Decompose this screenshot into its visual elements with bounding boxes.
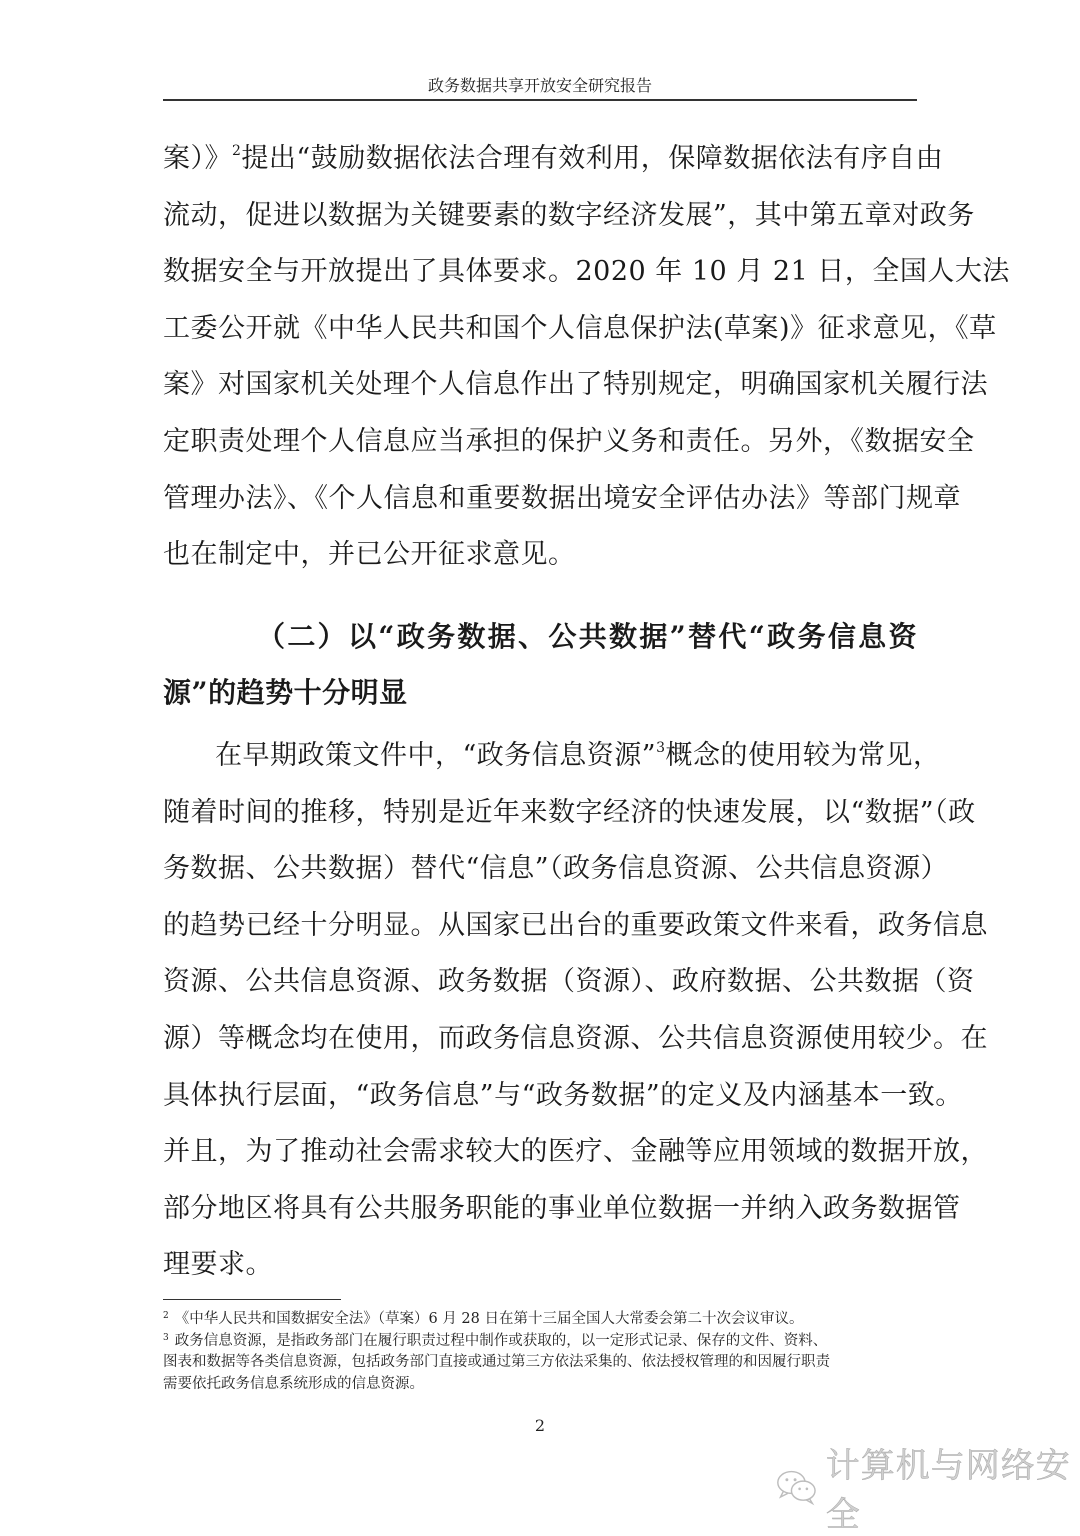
footnote-text: 需要依托政务信息系统形成的信息资源。 (163, 1375, 424, 1392)
paragraph-line: 资源、公共信息资源、政务数据（资源）、政府数据、公共数据（资 (163, 966, 975, 998)
running-header (163, 72, 917, 102)
paragraph-line: 源）等概念均在使用，而政务信息资源、公共信息资源使用较少。在 (163, 1022, 988, 1054)
paragraph-line: 具体执行层面，“政务信息”与“政务数据”的定义及内涵基本一致。 (163, 1079, 963, 1111)
paragraph-line: 随着时间的推移，特别是近年来数字经济的快速发展，以“数据”（政 (163, 796, 976, 828)
footnote-separator (163, 1299, 341, 1300)
paragraph-line: 工委公开就《中华人民共和国个人信息保护法(草案)》征求意见，《草 (163, 312, 997, 344)
paragraph-line: 并且，为了推动社会需求较大的医疗、金融等应用领域的数据开放， (163, 1136, 988, 1168)
paragraph-line: 数据安全与开放提出了具体要求。2020 年 10 月 21 日，全国人大法 (163, 256, 1010, 288)
paragraph-line (163, 131, 944, 188)
paragraph-line: 理要求。 (163, 1249, 273, 1281)
line-text: 案）》 (163, 143, 232, 174)
line-text: 提出“鼓励数据依法合理有效利用，保障数据依法有序自由 (241, 143, 944, 174)
footnote-3 (163, 1331, 917, 1396)
heading-line: （二）以“政务数据、公共数据”替代“政务信息资 (257, 620, 917, 653)
paragraph-line: 也在制定中，并已公开征求意见。 (163, 539, 576, 571)
line-text: 概念的使用较为常见， (665, 740, 941, 771)
wechat-icon (776, 1467, 818, 1507)
paragraph-1 (163, 131, 1010, 584)
paragraph-line: 案》对国家机关处理个人信息作出了特别规定，明确国家机关履行法 (163, 369, 988, 401)
footnotes (163, 1309, 917, 1395)
paragraph-line: 管理办法》、《个人信息和重要数据出境安全评估办法》等部门规章 (163, 482, 961, 514)
page-number: 2 (534, 1416, 546, 1435)
footnote-ref-2[interactable]: 2 (232, 143, 242, 159)
footnote-line (163, 1331, 917, 1353)
line-text: 在早期政策文件中，“政务信息资源” (215, 740, 657, 771)
footnote-line (163, 1309, 917, 1331)
header-rule (163, 99, 917, 101)
footnote-text: 政务信息资源，是指政务部门在履行职责过程中制作或获取的，以一定形式记录、保存的文件、资料、 (174, 1332, 828, 1349)
footnote-number: 2 (163, 1311, 169, 1321)
heading-line: 源”的趋势十分明显 (163, 676, 408, 709)
paragraph-line: 定职责处理个人信息应当承担的保护义务和责任。另外，《数据安全 (163, 425, 975, 457)
footnote-ref-3[interactable]: 3 (656, 740, 666, 756)
paragraph-line (163, 728, 941, 785)
paragraph-line: 务数据、公共数据）替代“信息”（政务信息资源、公共信息资源） (163, 853, 949, 885)
footnote-number: 3 (163, 1332, 169, 1343)
report-title: 政务数据共享开放安全研究报告 (427, 76, 652, 95)
watermark-text: 计算机与网络安全 (825, 1446, 1071, 1535)
paragraph-line: 流动，促进以数据为关键要素的数字经济发展”，其中第五章对政务 (163, 199, 975, 231)
watermark (776, 1446, 1080, 1535)
paragraph-2 (163, 728, 988, 1294)
footnote-text: 图表和数据等各类信息资源，包括政务部门直接或通过第三方依法采集的、依法授权管理的和因履行职责 (163, 1354, 830, 1370)
footnote-2 (163, 1309, 917, 1331)
paragraph-line: 部分地区将具有公共服务职能的事业单位数据一并纳入政务数据管 (163, 1192, 961, 1224)
footnote-text: 《中华人民共和国数据安全法》（草案）6 月 28 日在第十三届全国人大常委会第二十次会议审议。 (174, 1311, 804, 1327)
section-heading (163, 609, 917, 721)
paragraph-line: 的趋势已经十分明显。从国家已出台的重要政策文件来看，政务信息 (163, 909, 988, 941)
